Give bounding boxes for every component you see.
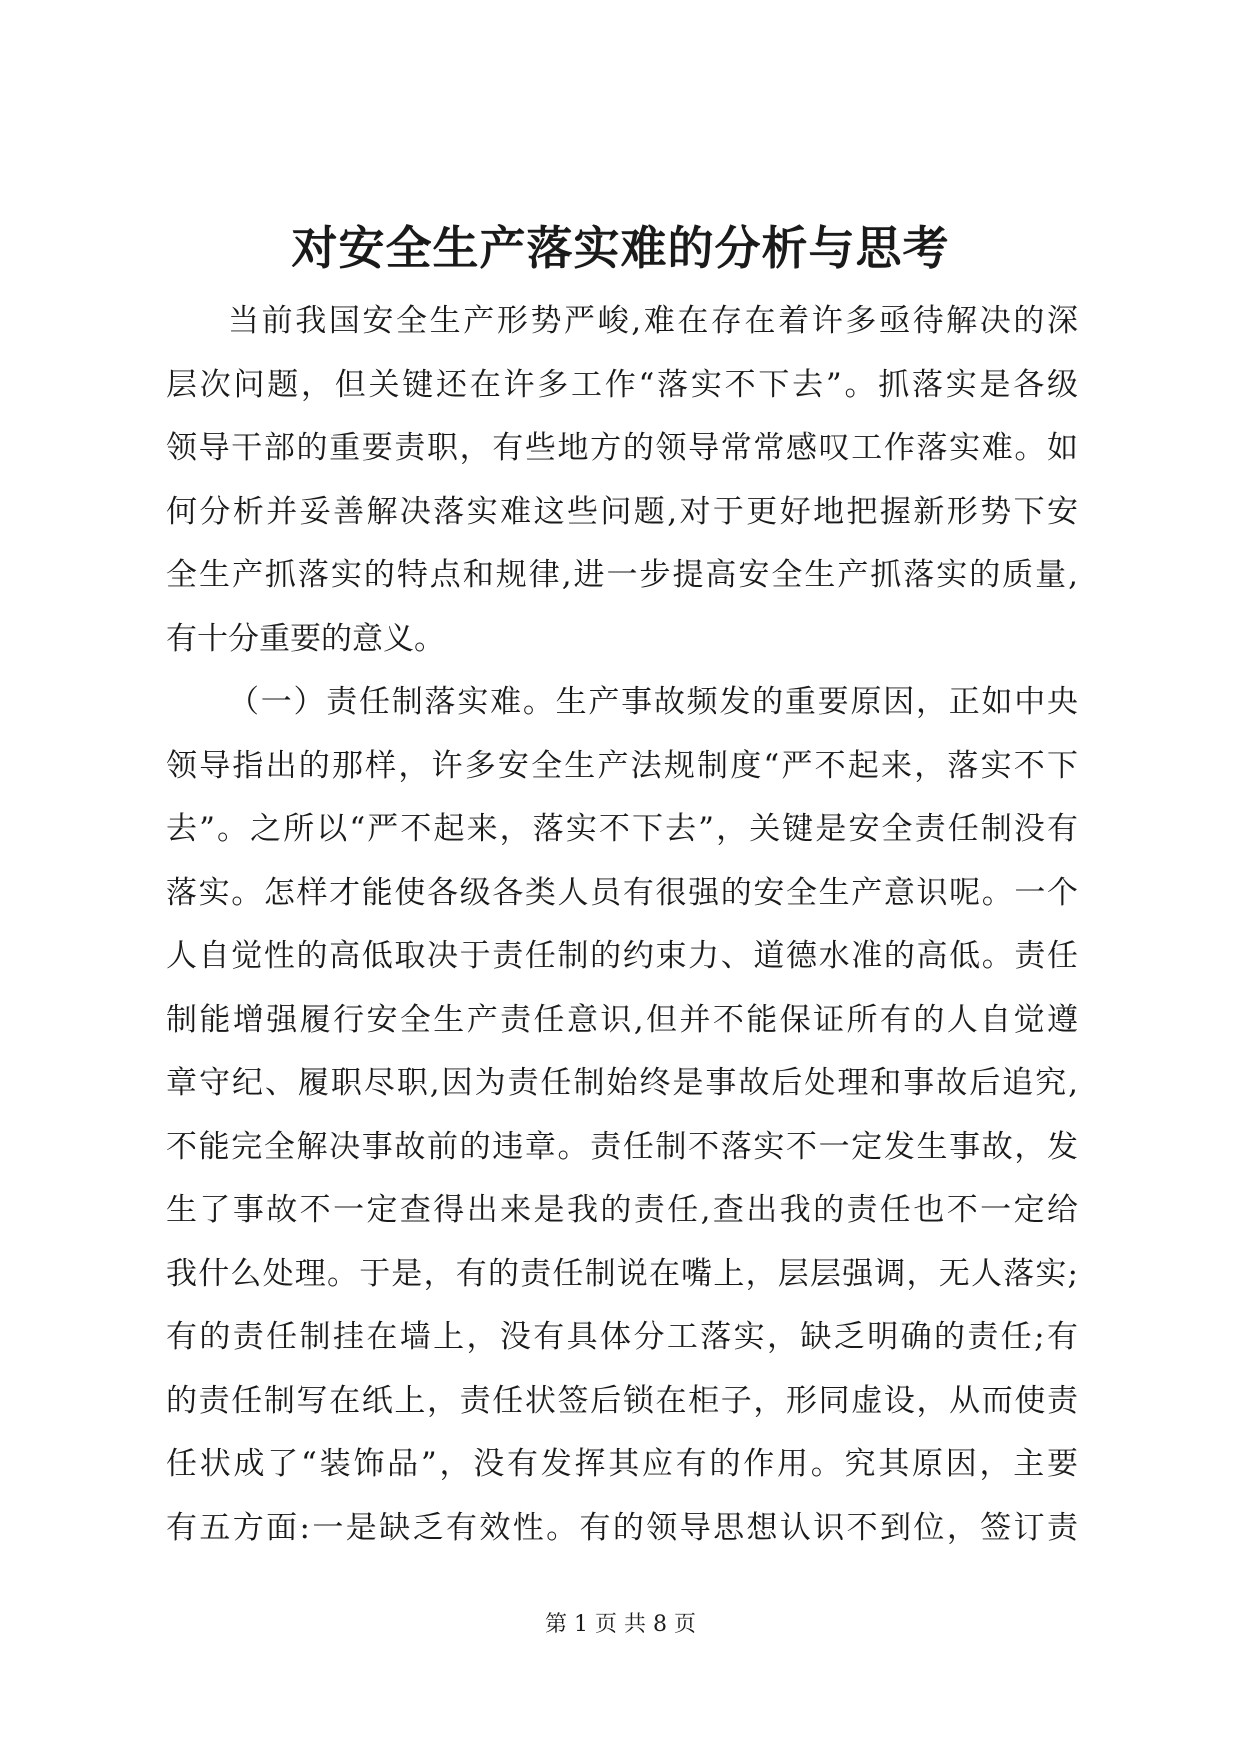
text-line: 何分析并妥善解决落实难这些问题,对于更好地把握新形势下安 xyxy=(166,493,1078,530)
text-line: 不能完全解决事故前的违章。责任制不落实不一定发生事故，发 xyxy=(166,1128,1078,1165)
document-title: 对安全生产落实难的分析与思考 xyxy=(291,221,950,275)
text-line: 落实。怎样才能使各级各类人员有很强的安全生产意识呢。一个 xyxy=(166,874,1078,911)
text-line: 章守纪、履职尽职,因为责任制始终是事故后处理和事故后追究, xyxy=(166,1065,1078,1101)
text-line: 层次问题，但关键还在许多工作“落实不下去”。抓落实是各级 xyxy=(166,366,1078,403)
document-body xyxy=(166,290,1078,1560)
paragraph-2 xyxy=(166,671,1078,1560)
page-number-footer: 第 1 页 共 8 页 xyxy=(545,1612,696,1637)
text-line: 当前我国安全生产形势严峻,难在存在着许多亟待解决的深 xyxy=(228,303,1078,339)
text-line: 任状成了“装饰品”，没有发挥其应有的作用。究其原因，主要 xyxy=(166,1446,1078,1482)
text-line: 有十分重要的意义。 xyxy=(166,620,445,657)
paragraph-1 xyxy=(166,290,1078,671)
text-line: 我什么处理。于是，有的责任制说在嘴上，层层强调，无人落实; xyxy=(166,1255,1078,1292)
text-line: 制能增强履行安全生产责任意识,但并不能保证所有的人自觉遵 xyxy=(166,1001,1078,1038)
text-line: 生了事故不一定查得出来是我的责任,查出我的责任也不一定给 xyxy=(166,1192,1078,1228)
text-line: 全生产抓落实的特点和规律,进一步提高安全生产抓落实的质量, xyxy=(166,557,1078,593)
text-line: 有的责任制挂在墙上，没有具体分工落实，缺乏明确的责任;有 xyxy=(166,1319,1078,1355)
text-line: 领导指出的那样，许多安全生产法规制度“严不起来，落实不下 xyxy=(166,747,1078,784)
text-line: 领导干部的重要责职，有些地方的领导常常感叹工作落实难。如 xyxy=(166,430,1078,466)
text-line: 去”。之所以“严不起来，落实不下去”，关键是安全责任制没有 xyxy=(166,811,1078,847)
text-line: 人自觉性的高低取决于责任制的约束力、道德水准的高低。责任 xyxy=(166,938,1078,974)
text-line: （一）责任制落实难。生产事故频发的重要原因，正如中央 xyxy=(228,684,1078,720)
text-line: 的责任制写在纸上，责任状签后锁在柜子，形同虚设，从而使责 xyxy=(166,1382,1078,1419)
text-line: 有五方面:一是缺乏有效性。有的领导思想认识不到位，签订责 xyxy=(166,1509,1078,1546)
